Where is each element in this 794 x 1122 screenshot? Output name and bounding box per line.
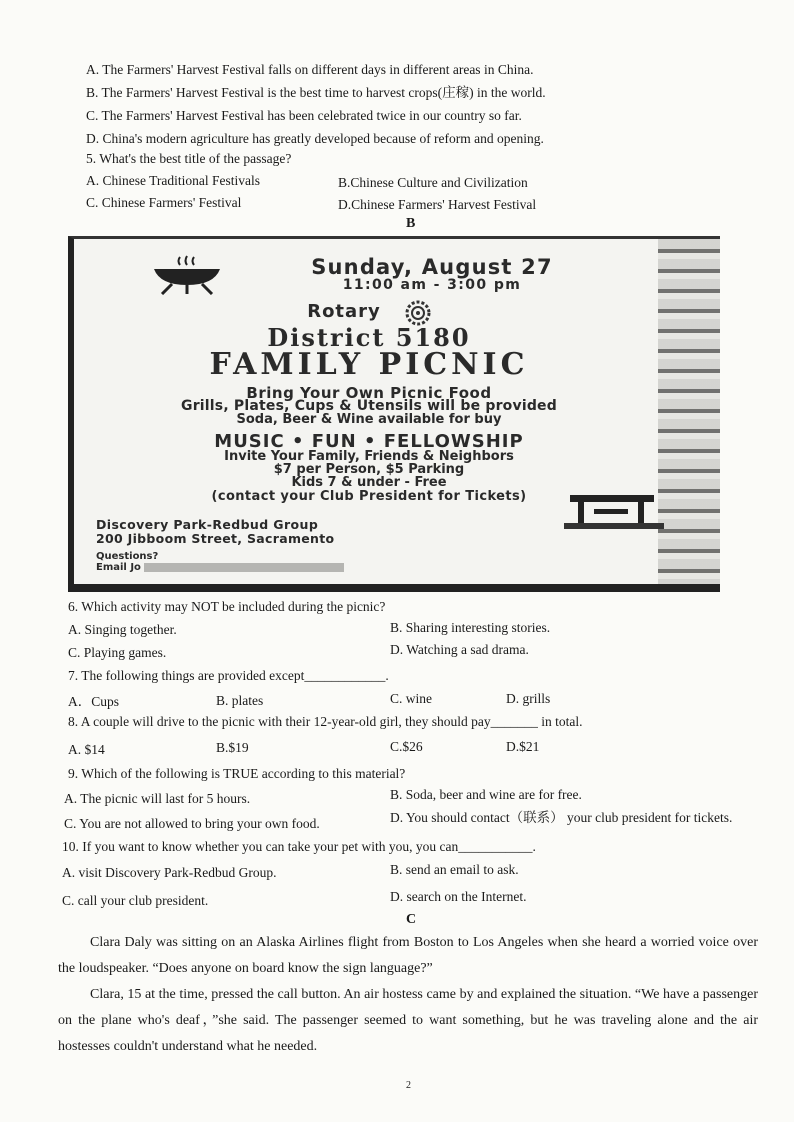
- option-c: C. call your club president.: [62, 893, 209, 908]
- picnic-table-icon: [564, 485, 664, 531]
- flyer-title: FAMILY PICNIC: [209, 347, 529, 382]
- page-number: 2: [406, 1080, 411, 1091]
- flyer-kids: Kids 7 & under - Free: [291, 475, 447, 490]
- option-line: A. The Farmers' Harvest Festival falls on different days in different areas in China.: [86, 62, 534, 77]
- flyer-contact: (contact your Club President for Tickets): [211, 489, 527, 504]
- torn-edge-decoration: [658, 239, 720, 584]
- section-b-heading: B: [406, 216, 416, 231]
- option-d: D. Watching a sad drama.: [390, 642, 529, 657]
- option-c: C. Chinese Farmers' Festival: [86, 195, 242, 210]
- option-a: A．Cups: [68, 694, 120, 709]
- section-c-heading: C: [406, 912, 417, 927]
- question-9: 9. Which of the following is TRUE according to this material?: [68, 766, 406, 781]
- option-line: D. China's modern agriculture has greatly developed because of reform and opening.: [86, 131, 544, 146]
- option-b: B.$19: [216, 740, 249, 755]
- question-5: 5. What's the best title of the passage?: [86, 151, 292, 166]
- flyer-email-label: Email Jo: [96, 562, 141, 573]
- option-d: D. You should contact（联系） your club president for tickets.: [390, 810, 733, 825]
- option-a: A. The picnic will last for 5 hours.: [64, 791, 251, 806]
- blurred-email-redaction: [144, 563, 344, 572]
- question-6: 6. Which activity may NOT be included during the picnic?: [68, 599, 386, 614]
- option-line: B. The Farmers' Harvest Festival is the best time to harvest crops(庄稼) in the world.: [86, 85, 546, 100]
- option-b: B.Chinese Culture and Civilization: [338, 175, 528, 190]
- option-c: C. You are not allowed to bring your own food.: [64, 816, 320, 831]
- passage-paragraph: Clara Daly was sitting on an Alaska Airlines flight from Boston to Los Angeles when she heard a worried voice over the loudspeaker. “Does anyone on board know the sign language?”: [58, 935, 758, 976]
- option-d: D.Chinese Farmers' Harvest Festival: [338, 197, 537, 212]
- option-d: D. grills: [506, 691, 551, 706]
- option-b: B. send an email to ask.: [390, 862, 519, 877]
- option-b: B. Sharing interesting stories.: [390, 620, 551, 635]
- option-line: C. The Farmers' Harvest Festival has been celebrated twice in our country so far.: [86, 108, 522, 123]
- flyer-email: [96, 562, 344, 573]
- flyer-district: District 5180: [267, 323, 471, 352]
- option-c: C. Playing games.: [68, 645, 167, 660]
- option-a: A. Chinese Traditional Festivals: [86, 173, 261, 188]
- flyer-price: $7 per Person, $5 Parking: [273, 462, 465, 477]
- flyer-soda: Soda, Beer & Wine available for buy: [236, 412, 502, 427]
- option-a: A. $14: [68, 742, 105, 757]
- flyer-music: MUSIC • FUN • FELLOWSHIP: [214, 431, 524, 452]
- passage-paragraph: Clara, 15 at the time, pressed the call button. An air hostess came by and explained the situation. “We have a passenger on the plane who's deaf，”she said. The passenger seemed to want something, but he was traveling alone and the air hostesses couldn't understand what he needed.: [58, 987, 758, 1054]
- flyer-invite: Invite Your Family, Friends & Neighbors: [224, 449, 514, 464]
- flyer-date: Sunday, August 27: [311, 255, 553, 279]
- picnic-flyer: [68, 236, 720, 592]
- option-d: D. search on the Internet.: [390, 889, 527, 904]
- option-a: A. visit Discovery Park-Redbud Group.: [62, 865, 277, 880]
- flyer-park: Discovery Park-Redbud Group: [96, 517, 319, 532]
- option-b: B. plates: [216, 693, 264, 708]
- option-c: C.$26: [390, 739, 423, 754]
- question-10: 10. If you want to know whether you can take your pet with you, you can___________.: [62, 839, 536, 854]
- flyer-time: 11:00 am - 3:00 pm: [342, 277, 522, 293]
- flyer-rotary: [134, 301, 554, 322]
- question-8: 8. A couple will drive to the picnic with their 12-year-old girl, they should pay_______ in total.: [68, 714, 583, 729]
- flyer-grills: Grills, Plates, Cups & Utensils will be provided: [181, 398, 557, 414]
- option-a: A. Singing together.: [68, 622, 177, 637]
- question-7: 7. The following things are provided except____________.: [68, 668, 389, 683]
- flyer-bring: Bring Your Own Picnic Food: [246, 384, 492, 402]
- flyer-questions: Questions?: [96, 551, 159, 562]
- option-c: C. wine: [390, 691, 432, 706]
- option-b: B. Soda, beer and wine are for free.: [390, 787, 582, 802]
- flyer-street: 200 Jibboom Street, Sacramento: [96, 531, 335, 546]
- bbq-grill-icon: [150, 255, 224, 295]
- option-d: D.$21: [506, 739, 540, 754]
- rotary-label: Rotary: [307, 301, 381, 322]
